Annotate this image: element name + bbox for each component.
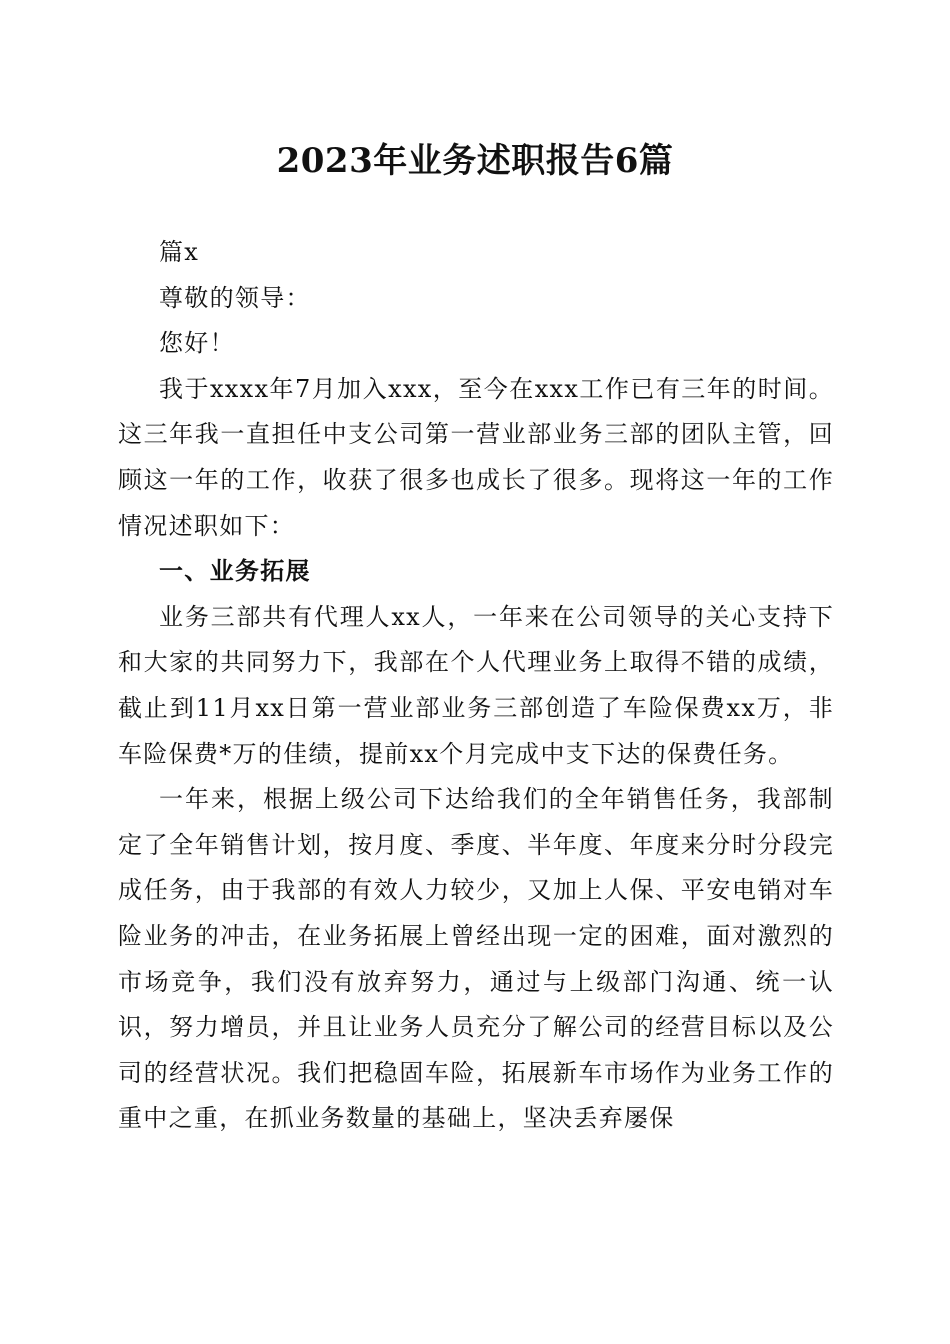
paragraph-salutation: 尊敬的领导： [159,283,311,312]
paragraph-greeting: 您好！ [159,329,235,358]
paragraph-intro: 我于xxxx年7月加入xxx，至今在xxx工作已有三年的时间。这三年我一直担任中支公司第一营业部业务三部的团队主管，回顾这一年的工作，收获了很多也成长了很多。现将这一年的工作情况述职如下： [118,374,834,540]
paragraph-chapter-label: 篇x [159,238,200,266]
document-body [118,230,834,1142]
paragraph-section-1: 业务三部共有代理人xx人，一年来在公司领导的关心支持下和大家的共同努力下，我部在个人代理业务上取得不错的成绩，截止到11月xx日第一营业部业务三部创造了车险保费xx万，非车险保费*万的佳绩，提前xx个月完成中支下达的保费任务。 [118,602,834,768]
document-title: 2023年业务述职报告6篇 [276,141,674,181]
paragraph-section-2: 一年来，根据上级公司下达给我们的全年销售任务，我部制定了全年销售计划，按月度、季度、半年度、年度来分时分段完成任务，由于我部的有效人力较少，又加上人保、平安电销对车险业务的冲击，在业务拓展上曾经出现一定的困难，面对激烈的市场竞争，我们没有放弃努力，通过与上级部门沟通、统一认识，努力增员，并且让业务人员充分了解公司的经营目标以及公司的经营状况。我们把稳固车险，拓展新车市场作为业务工作的重中之重，在抓业务数量的基础上，坚决丢弃屡保 [118,785,834,1133]
section-heading: 一、业务拓展 [159,557,311,586]
